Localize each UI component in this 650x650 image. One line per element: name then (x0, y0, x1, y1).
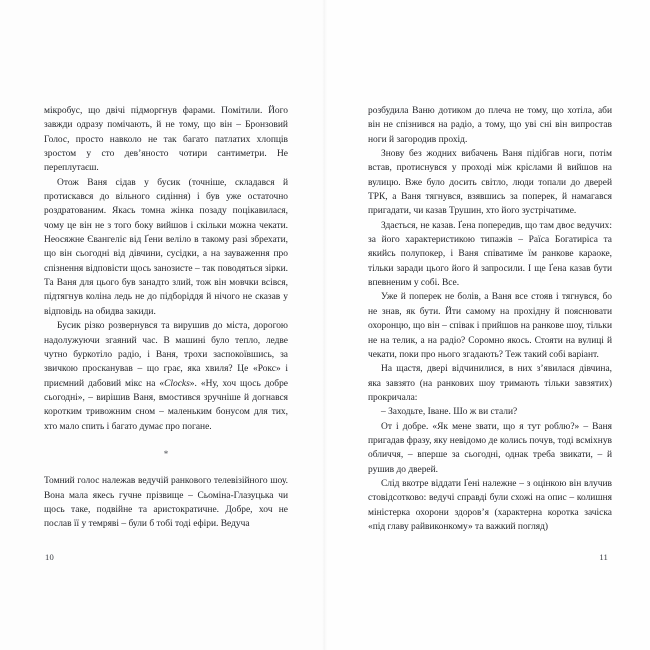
paragraph-suffix: ». «Ну, хоч щось добре сьогодні», – вирішив Ваня, вмостився зручніше й догнався коротким тривожним сном – маленьким бонусом для тих, хто мало спить і багато думає про погане. (44, 378, 288, 432)
paragraph: На щастя, двері відчинилися, в них з’явилася дівчина, яка завзято (на ранкових шоу тримають тільки завзятих) прокричала: (368, 364, 612, 403)
dialogue-line: – Заходьте, Іване. Шо ж ви стали? (381, 407, 518, 418)
paragraph: Томний голос належав ведучій ранкового телевізійного шоу. Вона мала якесь гучне прізвище – Сьоміна-Глазуцька чи щось таке, подвійне та аристократичне. Добре, хоч не послав її у темряві – були б тобі тоді ефіри. Ведуча (44, 476, 288, 530)
paragraph-prefix: Бусик різко розвернувся та вирушив до міста, дорогою надолужуючи згаяний час. В машині було тепло, ледве чутно буркотіло радіо, і Ваня, трохи заспокоївшись, за звичкою просканував – що грає, яка хвиля? Це «Рокс» і приємний дабовий мікс на « (44, 321, 288, 389)
paragraph: Слід вкотре віддати Ґені належне – з оцінкою він влучив стовідсотково: ведучі справді були схожі на опис – колишня міністерка охорони здоров’я (характерна коротка зачіска «під главу райвиконкому» та важкий погляд) (368, 478, 612, 532)
left-page-textblock (44, 104, 288, 532)
paragraph: От і добре. «Як мене звати, що я тут роблю?» – Ваня пригадав фразу, яку невідомо де колись почув, тоді всміхнув обличчя, – вперше за сьогодні, однак треба звикати, – й рушив до дверей. (368, 421, 612, 475)
paragraph (44, 319, 288, 434)
right-page-textblock (368, 104, 612, 534)
right-page (325, 0, 650, 650)
paragraph: Знову без жодних вибачень Ваня підібгав ноги, потім встав, протиснувся у проході між кріслами й вийшов на вулицю. Вже було досить світло, люди топали до дверей ТРК, а Ваня тягнувся, взявшись за поперек, й намагався пригадати, чи казав Трушин, хто його зустрічатиме. (368, 149, 612, 217)
section-separator: * (163, 448, 169, 459)
paragraph: розбудила Ваню дотиком до плеча не тому, що хотіла, аби він не спізнився на радіо, а тому, що уві сні він випростав ноги й загородив прохід. (368, 106, 612, 145)
paragraph: Отож Ваня сідав у бусик (точніше, складався й протискався до вільного сидіння) і був уже остаточно роздратованим. Якась томна жінка позаду поцікавилася, чому це він не з того боку вийшов і скільки можна чекати. Неосяжне Євангеліє від Ґени веліло в такому разі збрехати, що він сьогодні від дівчини, сусідки, а на зауваження про спізнення відповісти щось занозисте – так поводяться зірки. Та Ваня для цього був занадто злий, тож він мовчки всівся, підтягнув коліна ледь не до підборіддя й нічого не сказав у відповідь на обидва закиди. (44, 177, 288, 317)
paragraph: мікробус, що двічі підморгнув фарами. Помітили. Його завжди одразу помічають, й не тому, що він – Бронзовий Голос, просто навколо не так багато патлатих хлопців зростом у сто дев’яносто чотири сантиметри. Не переплутаєш. (44, 106, 288, 174)
paragraph: Здається, не казав. Ґена попередив, що там двоє ведучих: за його характеристикою типажів – Раїса Богатиріса та якийсь полупокер, і Ваня співатиме їм ранкове караоке, тільки заради цього його й запросили. І ще Ґена казав бути впевненим у собі. Все. (368, 220, 612, 289)
page-number-right: 11 (599, 552, 608, 562)
paragraph: Уже й поперек не болів, а Ваня все стояв і тягнувся, бо не знав, як бути. Йти самому на прохідну й пояснювати охоронцю, що він – співак і прийшов на ранкове шоу, тільки не на телик, а на радіо? Соромно якось. Стояти на вулиці й чекати, поки про нього згадають? Теж такий собі варіант. (368, 292, 612, 360)
song-title-italic: Clocks (164, 378, 190, 389)
page-number-left: 10 (45, 552, 54, 562)
